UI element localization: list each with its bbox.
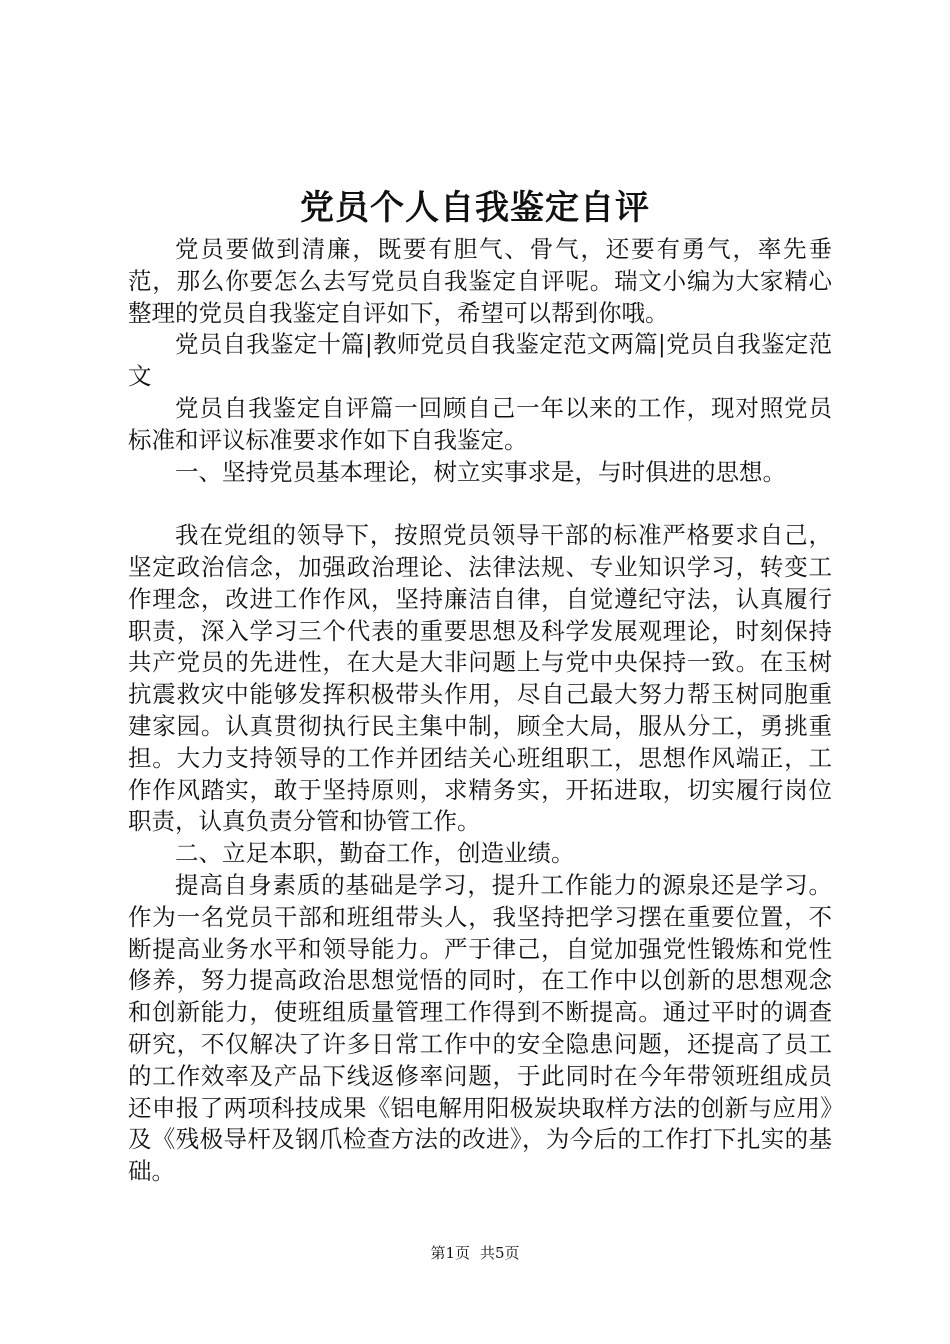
document-title: 党员个人自我鉴定自评	[300, 188, 650, 228]
section-heading-two: 二、立足本职，勤奋工作，创造业绩。	[175, 839, 575, 868]
page-number: 第1页	[430, 1244, 470, 1262]
paragraph-section-one-body: 我在党组的领导下，按照党员领导干部的标准严格要求自己，坚定政治信念，加强政治理论、法律法规、专业知识学习，转变工作理念，改进工作作风，坚持廉洁自律，自觉遵纪守法，认真履行职责，深入学习三个代表的重要思想及科学发展观理论，时刻保持共产党员的先进性，在大是大非问题上与党中央保持一致。在玉树抗震救灾中能够发挥积极带头作用，尽自己最大努力帮玉树同胞重建家园。认真贯彻执行民主集中制，顾全大局，服从分工，勇挑重担。大力支持领导的工作并团结关心班组职工，思想作风端正，工作作风踏实，敢于坚持原则，求精务实，开拓进取，切实履行岗位职责，认真负责分管和协管工作。	[128, 521, 832, 836]
page-footer	[0, 1243, 950, 1263]
paragraph-intro: 党员要做到清廉，既要有胆气、骨气，还要有勇气，率先垂范，那么你要怎么去写党员自我鉴定自评呢。瑞文小编为大家精心整理的党员自我鉴定自评如下，希望可以帮到你哦。	[128, 235, 832, 327]
document-body	[128, 234, 832, 1188]
paragraph-part-one-opening: 党员自我鉴定自评篇一回顾自己一年以来的工作，现对照党员标准和评议标准要求作如下自我鉴定。	[128, 393, 832, 454]
paragraph-related-links: 党员自我鉴定十篇|教师党员自我鉴定范文两篇|党员自我鉴定范文	[128, 330, 832, 391]
page-total: 共5页	[480, 1244, 520, 1262]
section-heading-one: 一、坚持党员基本理论，树立实事求是，与时俱进的思想。	[175, 457, 786, 486]
paragraph-section-two-body: 提高自身素质的基础是学习，提升工作能力的源泉还是学习。作为一名党员干部和班组带头人，我坚持把学习摆在重要位置，不断提高业务水平和领导能力。严于律己，自觉加强党性锻炼和党性修养，努力提高政治思想觉悟的同时，在工作中以创新的思想观念和创新能力，使班组质量管理工作得到不断提高。通过平时的调查研究，不仅解决了许多日常工作中的安全隐患问题，还提高了员工的工作效率及产品下线返修率问题，于此同时在今年带领班组成员还申报了两项科技成果《铝电解用阳极炭块取样方法的创新与应用》及《残极导杆及钢爪检查方法的改进》，为今后的工作打下扎实的基础。	[128, 870, 832, 1186]
